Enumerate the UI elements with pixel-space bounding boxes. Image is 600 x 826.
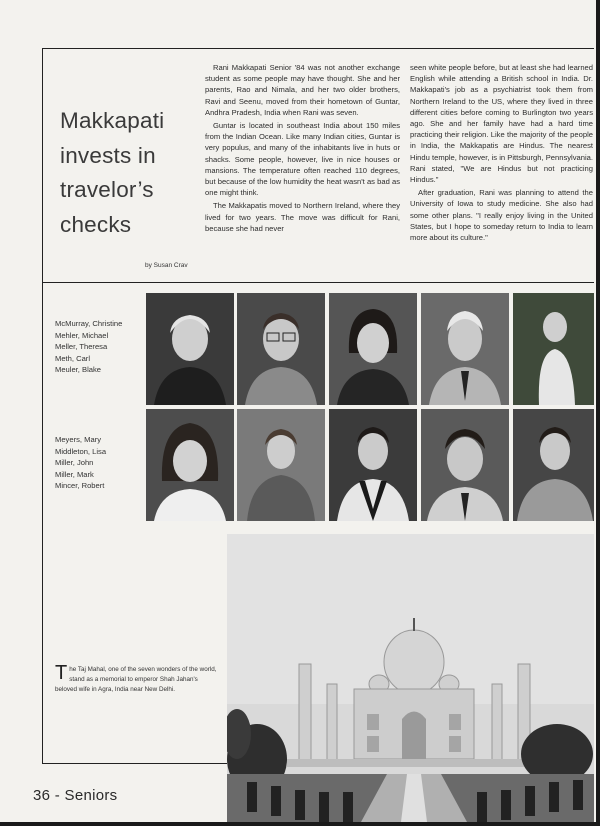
student-name: Miller, John xyxy=(55,458,94,467)
student-name: Mehler, Michael xyxy=(55,330,109,340)
article-paragraph: seen white people before, but at least she had learned English while attending a British school in India. Dr. Makkapati's job as a psychiatrist took them from Northern Ireland to the US, where they lived in three different cities before coming to Burlington two years ago. She and her family have had a hard time practicing their religion. Like the majority of the people in India, the Makkapatis are Hindus. The nearest Hindu temple, however, is in Pittsburgh, Pennsylvania. Rani stated, "We are Hindus but not practicing Hindus." xyxy=(410,63,593,185)
article-headline xyxy=(60,104,195,242)
article-paragraph: Guntar is located in southeast India about 150 miles from the Indian Ocean. Like many Indian cities, Guntar is very populus, and many of the inhabitants live in huts or shacks. Some people, however, live in nice houses or mansions. The temperature often reached 110 degrees, but because of the low humidity the heat wasn't as bad as one might think. xyxy=(205,121,400,198)
page-folio: 36 - Seniors xyxy=(33,787,118,804)
headline-line: Makkapati xyxy=(60,108,165,133)
portrait-photo xyxy=(421,409,509,521)
student-name: Meuler, Blake xyxy=(55,365,102,374)
student-name: Meller, Theresa xyxy=(55,342,108,351)
portrait-photo xyxy=(329,409,417,521)
article-paragraph: The Makkapatis moved to Northern Ireland, where they lived for two years. The move was difficult for Rani, because she had never xyxy=(205,201,400,233)
middle-rule xyxy=(42,282,594,283)
student-name: Meth, Carl xyxy=(55,353,91,363)
portrait-photo xyxy=(421,293,509,405)
bottom-rule xyxy=(42,763,227,764)
taj-mahal-photo xyxy=(227,534,594,822)
portrait-photo xyxy=(329,293,417,405)
article-paragraph: Rani Makkapati Senior '84 was not another exchange student as some people may have thought. She and her parents, Rao and Nimala, and her two older brothers, Ravi and Seenu, moved from their hometown of Guntar, Andhra Pradesh, India when Rani was seven. xyxy=(205,63,400,117)
student-name: Middleton, Lisa xyxy=(55,446,107,456)
student-name: Mincer, Robert xyxy=(55,481,105,490)
article-column-1 xyxy=(205,62,400,236)
article-paragraph: After graduation, Rani was planning to attend the University of Iowa to study medicine. She also had some other plans. "I really enjoy living in the United States, but I hope to someday return to India to learn more about its culture." xyxy=(410,188,593,243)
headline-line: travelor’s xyxy=(60,177,154,202)
headline-line: invests in xyxy=(60,142,156,168)
photo-caption xyxy=(55,662,220,695)
headline-line: checks xyxy=(60,211,132,237)
student-name: McMurray, Christine xyxy=(55,319,123,328)
caption-dropcap: T xyxy=(55,662,68,684)
portrait-photo xyxy=(237,293,325,405)
portrait-photo xyxy=(146,409,234,521)
names-row-2 xyxy=(55,434,106,492)
student-name: Meyers, Mary xyxy=(55,435,101,444)
top-rule xyxy=(42,48,594,49)
portrait-photo xyxy=(237,409,325,521)
byline: by Susan Crav xyxy=(145,262,188,269)
left-rule xyxy=(42,48,43,764)
portrait-photo xyxy=(513,293,594,405)
names-row-1 xyxy=(55,318,122,376)
portrait-photo xyxy=(146,293,234,405)
portrait-photo xyxy=(513,409,594,521)
article-column-2 xyxy=(410,62,593,245)
student-name: Miller, Mark xyxy=(55,469,94,479)
caption-text: he Taj Mahal, one of the seven wonders of the world, stand as a memorial to emperor Shah Jahan's beloved wife in Agra, India near New Delhi. xyxy=(55,666,217,693)
